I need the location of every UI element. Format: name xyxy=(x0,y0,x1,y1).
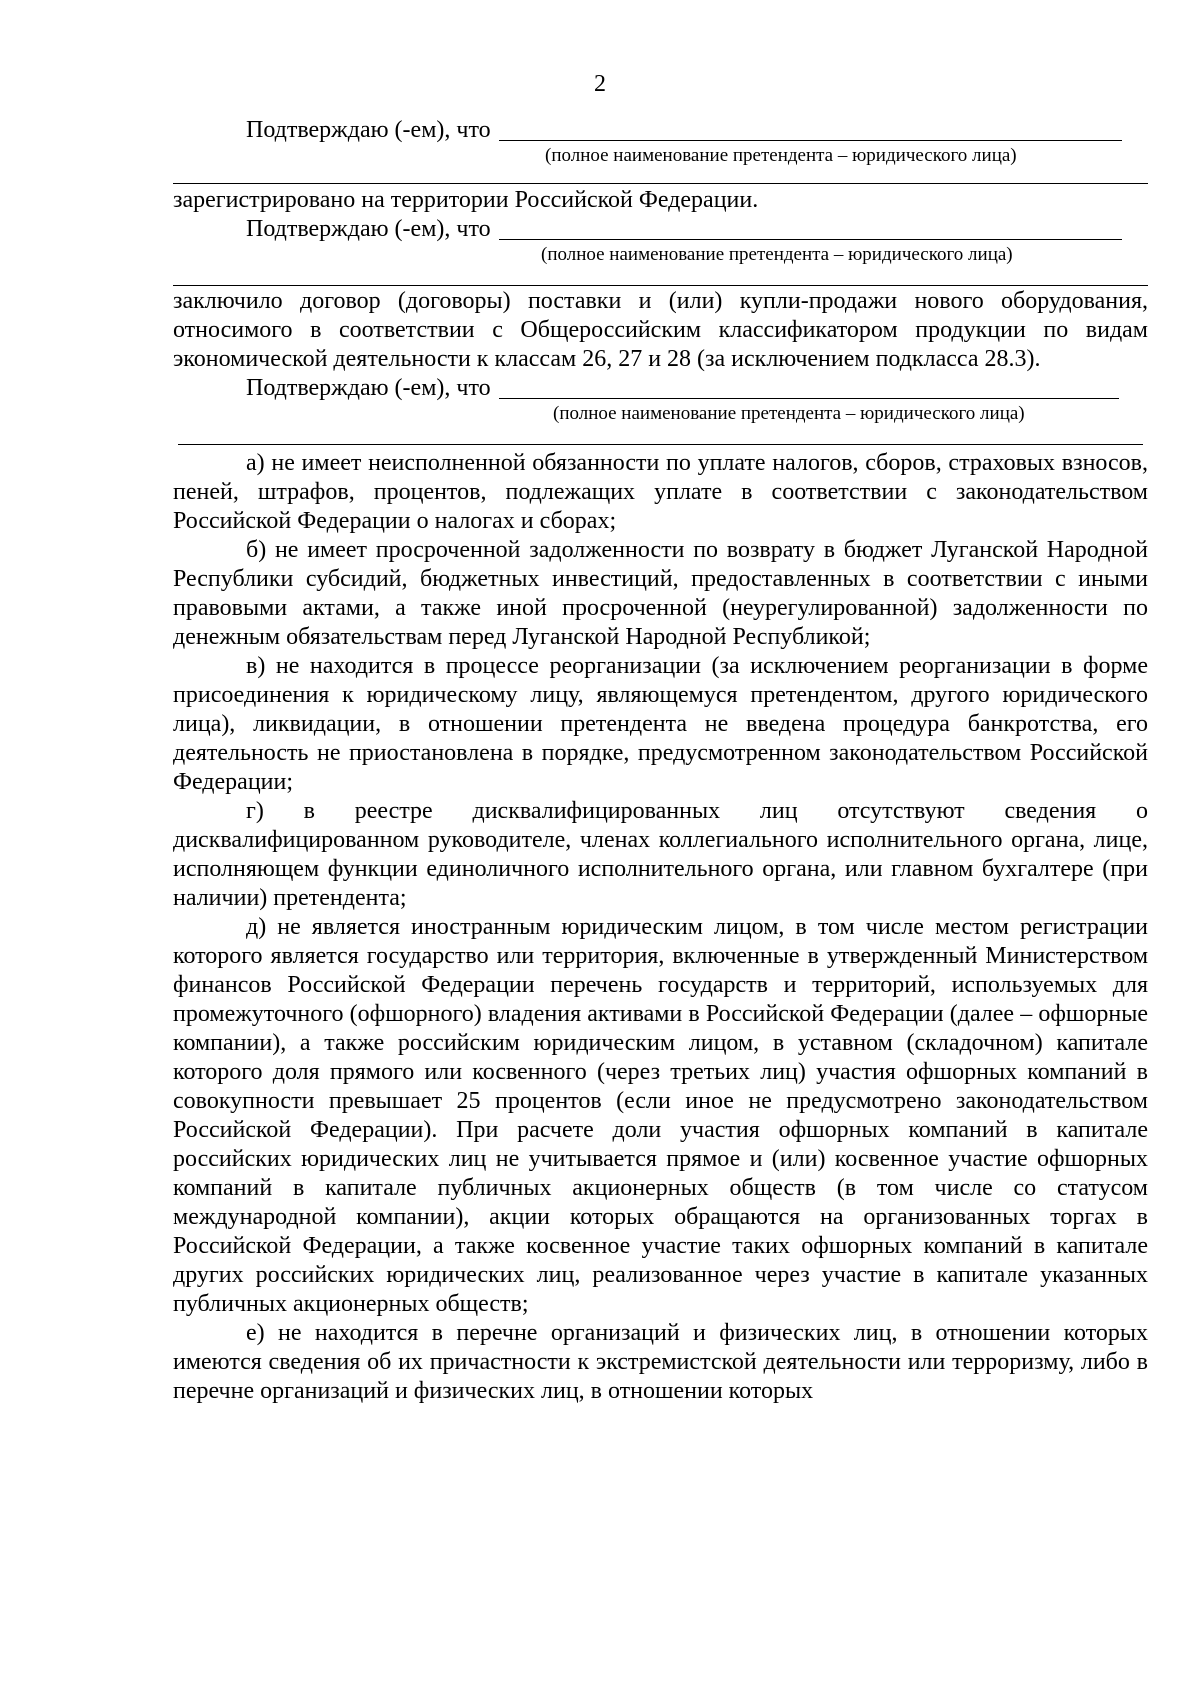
name-blank-2[interactable] xyxy=(499,215,1122,240)
condition-d: д) не является иностранным юридическим лицом, в том числе местом регистрации которого является государство или территория, включенные в утвержденный Министерством финансов Российской Федерации перечень государств и территорий, используемых для промежуточного (офшорного) владения активами в Российской Федерации (далее – офшорные компании), а также российским юридическим лицом, в уставном (складочном) капитале которого доля прямого или косвенного (через третьих лиц) участия офшорных компаний в совокупности превышает 25 процентов (если иное не предусмотрено законодательством Российской Федерации). При расчете доли участия офшорных компаний в капитале российских юридических лиц не учитывается прямое и (или) косвенное участие офшорных компаний в капитале публичных акционерных обществ (в том числе со статусом международной компании), акции которых обращаются на организованных торгах в Российской Федерации, а также косвенное участие таких офшорных компаний в капитале других российских юридических лиц, реализованное через участие в капитале указанных публичных акционерных обществ; xyxy=(173,914,1148,1317)
statement-registered: зарегистрировано на территории Российской Федерации. xyxy=(173,187,759,213)
page-number: 2 xyxy=(594,71,606,97)
name-blank-1[interactable] xyxy=(499,116,1122,141)
confirm-line-2 xyxy=(173,215,1148,244)
caption-2: (полное наименование претендента – юридического лица) xyxy=(541,244,1013,265)
condition-b: б) не имеет просроченной задолженности по возврату в бюджет Луганской Народной Республики субсидий, бюджетных инвестиций, предоставленных в соответствии с иными правовыми актами, а также иной просроченной (неурегулированной) задолженности по денежным обязательствам перед Луганской Народной Республикой; xyxy=(173,537,1148,650)
conditions-list xyxy=(173,449,1148,1406)
document-body xyxy=(173,116,1148,1406)
condition-a: а) не имеет неисполненной обязанности по уплате налогов, сборов, страховых взносов, пеней, штрафов, процентов, подлежащих уплате в соответствии с законодательством Российской Федерации о налогах и сборах; xyxy=(173,450,1148,534)
confirm-label-3: Подтверждаю (-ем), что xyxy=(246,375,491,401)
caption-3: (полное наименование претендента – юридического лица) xyxy=(553,403,1025,424)
name-blank-2-continuation[interactable] xyxy=(173,285,1148,286)
condition-v: в) не находится в процессе реорганизации (за исключением реорганизации в форме присоединения к юридическому лицу, являющемуся претендентом, другого юридического лица), ликвидации, в отношении претендента не введена процедура банкротства, его деятельность не приостановлена в порядке, предусмотренном законодательством Российской Федерации; xyxy=(173,653,1148,795)
confirm-label-1: Подтверждаю (-ем), что xyxy=(246,117,491,143)
condition-g: г) в реестре дисквалифицированных лиц отсутствуют сведения о дисквалифицированном руководителе, членах коллегиального исполнительного органа, лице, исполняющем функции единоличного исполнительного органа, или главном бухгалтере (при наличии) претендента; xyxy=(173,798,1148,911)
confirm-line-3 xyxy=(173,374,1148,403)
condition-e: е) не находится в перечне организаций и физических лиц, в отношении которых имеются сведения об их причастности к экстремистской деятельности или терроризму, либо в перечне организаций и физических лиц, в отношении которых xyxy=(173,1320,1148,1404)
caption-1: (полное наименование претендента – юридического лица) xyxy=(545,145,1017,166)
name-blank-3-continuation[interactable] xyxy=(178,444,1143,445)
name-blank-1-continuation[interactable] xyxy=(173,183,1148,184)
name-blank-3[interactable] xyxy=(499,374,1119,399)
statement-contract: заключило договор (договоры) поставки и (или) купли-продажи нового оборудования, относимого в соответствии с Общероссийским классификатором продукции по видам экономической деятельности к классам 26, 27 и 28 (за исключением подкласса 28.3). xyxy=(173,288,1148,372)
confirm-line-1 xyxy=(173,116,1148,145)
confirm-label-2: Подтверждаю (-ем), что xyxy=(246,216,491,242)
